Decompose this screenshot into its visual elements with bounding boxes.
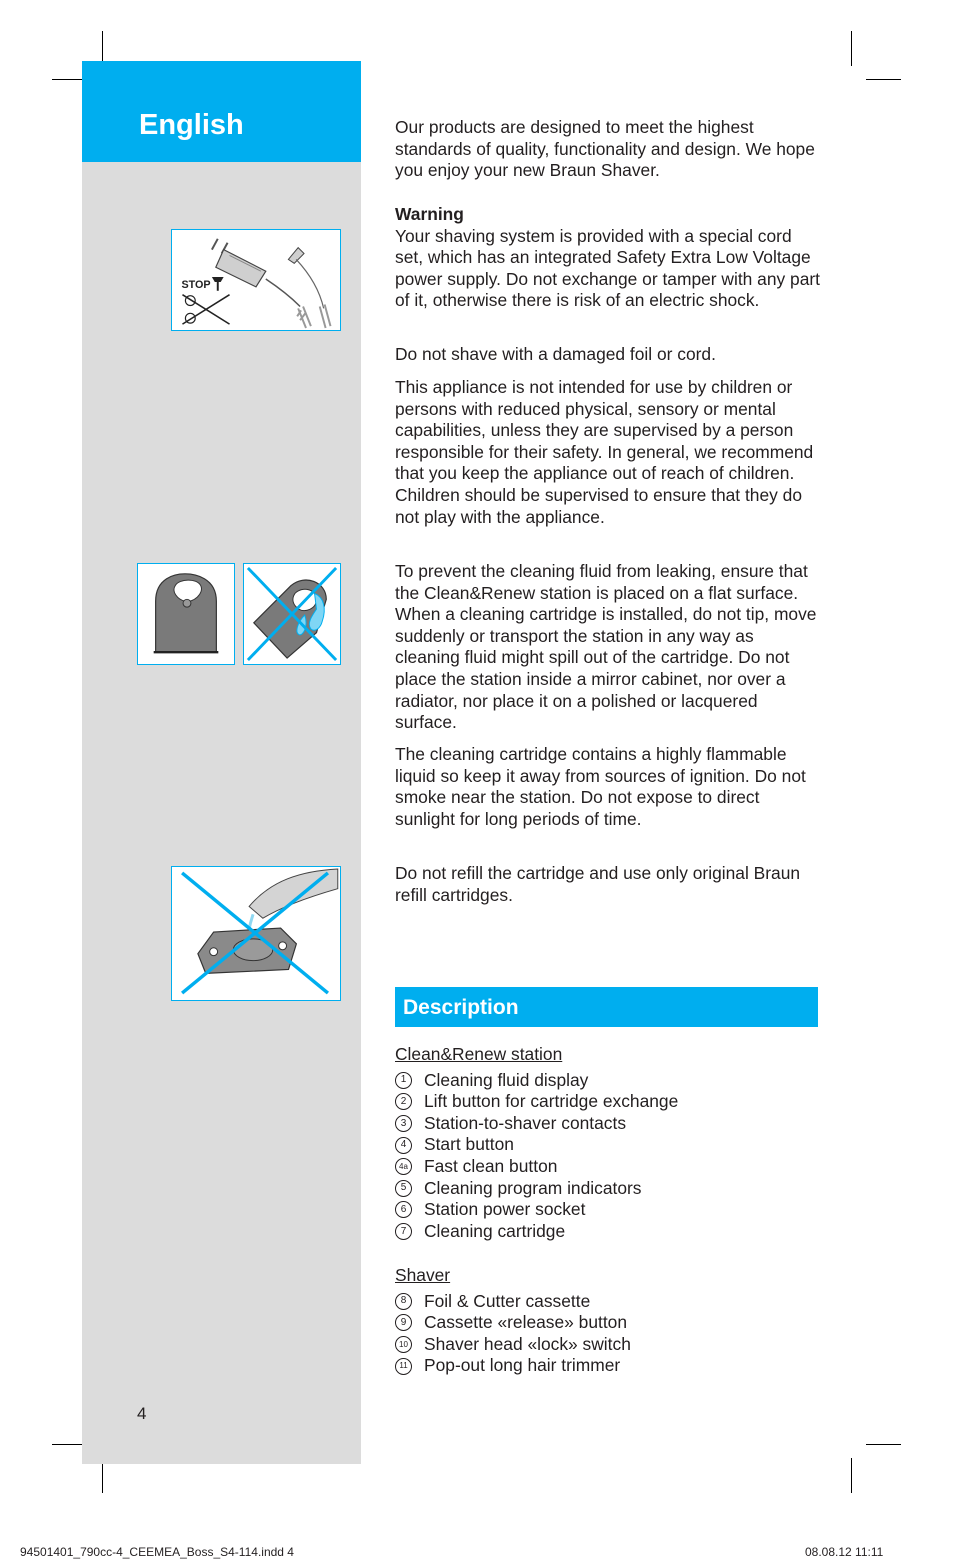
description-heading: Description bbox=[403, 996, 519, 1019]
station-tipped-illustration bbox=[244, 564, 340, 664]
item-number: 9 bbox=[395, 1314, 412, 1331]
intro-paragraph: Our products are designed to meet the highest standards of quality, functionality and design. We hope you enjoy your new Braun Shaver. bbox=[395, 117, 815, 181]
list-item bbox=[395, 1355, 823, 1377]
item-number: 8 bbox=[395, 1293, 412, 1310]
list-item bbox=[395, 1113, 823, 1135]
item-label: Lift button for cartridge exchange bbox=[424, 1091, 679, 1112]
footer-date: 08.08.12 11:11 bbox=[805, 1545, 884, 1559]
shaver-parts-list bbox=[395, 1291, 823, 1377]
station-parts-list bbox=[395, 1070, 823, 1243]
list-item bbox=[395, 1334, 823, 1356]
station-upright-illustration bbox=[138, 564, 234, 664]
item-label: Cassette «release» button bbox=[424, 1312, 628, 1333]
flammable-warning-paragraph: The cleaning cartridge contains a highly flammable liquid so keep it away from sources of ignition. Do not smoke near the station. Do not expose to direct sunlight for long periods of time. bbox=[395, 744, 806, 829]
description-header bbox=[395, 987, 818, 1027]
item-label: Pop-out long hair trimmer bbox=[424, 1355, 621, 1376]
foil-warning-block bbox=[395, 344, 823, 366]
list-item bbox=[395, 1091, 823, 1113]
leak-warning-paragraph: To prevent the cleaning fluid from leaking, ensure that the Clean&Renew station is placed on a flat surface. When a cleaning cartridge is installed, do not tip, move suddenly or transport the station in any way as cleaning fluid might spill out of the cartridge. Do not place the station inside a mirror cabinet, nor over a radiator, nor place it on a polished or lacquered surface. bbox=[395, 561, 817, 733]
list-item bbox=[395, 1156, 823, 1178]
item-label: Cleaning program indicators bbox=[424, 1177, 642, 1198]
item-number: 7 bbox=[395, 1223, 412, 1240]
item-label: Cleaning cartridge bbox=[424, 1220, 566, 1241]
refill-warning-paragraph: Do not refill the cartridge and use only original Braun refill cartridges. bbox=[395, 863, 801, 905]
item-number: 3 bbox=[395, 1115, 412, 1132]
warning-block bbox=[395, 204, 823, 312]
item-label: Shaver head «lock» switch bbox=[424, 1333, 631, 1354]
crop-mark bbox=[851, 1458, 852, 1493]
station-title: Clean&Renew station bbox=[395, 1044, 563, 1064]
children-warning-paragraph: This appliance is not intended for use by children or persons with reduced physical, sensory or mental capabilities, unless they are supervised by a person responsible for their safety. In general, we recommend that you keep the appliance out of reach of children. Children should be supervised to ensure that they do not play with the appliance. bbox=[395, 377, 814, 527]
item-number: 2 bbox=[395, 1093, 412, 1110]
item-label: Foil & Cutter cassette bbox=[424, 1290, 591, 1311]
warning-heading: Warning bbox=[395, 204, 464, 224]
list-item bbox=[395, 1221, 823, 1243]
item-number: 11 bbox=[395, 1358, 412, 1375]
list-item bbox=[395, 1291, 823, 1313]
figure-station-flat bbox=[137, 563, 235, 665]
list-item bbox=[395, 1199, 823, 1221]
refill-warning-block bbox=[395, 863, 823, 906]
item-number: 4a bbox=[395, 1158, 412, 1175]
crop-mark bbox=[866, 79, 901, 80]
station-parts bbox=[395, 1044, 823, 1242]
item-label: Cleaning fluid display bbox=[424, 1069, 589, 1090]
item-label: Station power socket bbox=[424, 1199, 586, 1220]
item-number: 10 bbox=[395, 1336, 412, 1353]
page-title: English bbox=[139, 109, 244, 141]
list-item bbox=[395, 1178, 823, 1200]
figure-cord-warning bbox=[171, 229, 341, 331]
shaver-title: Shaver bbox=[395, 1265, 451, 1285]
item-number: 4 bbox=[395, 1137, 412, 1154]
figure-station-tipped bbox=[243, 563, 341, 665]
list-item bbox=[395, 1134, 823, 1156]
crop-mark bbox=[866, 1444, 901, 1445]
foil-warning-paragraph: Do not shave with a damaged foil or cord. bbox=[395, 344, 716, 364]
item-label: Station-to-shaver contacts bbox=[424, 1112, 627, 1133]
footer-file: 94501401_790cc-4_CEEMEA_Boss_S4-114.indd 4 bbox=[20, 1545, 294, 1559]
shaver-parts bbox=[395, 1265, 823, 1377]
item-number: 1 bbox=[395, 1072, 412, 1089]
plug-cord-illustration bbox=[172, 230, 340, 330]
list-item bbox=[395, 1070, 823, 1092]
crop-mark bbox=[851, 31, 852, 66]
list-item bbox=[395, 1312, 823, 1334]
children-warning-block bbox=[395, 377, 823, 528]
title-box bbox=[82, 61, 361, 162]
no-refill-illustration bbox=[172, 867, 340, 1000]
item-label: Start button bbox=[424, 1134, 514, 1155]
intro-block bbox=[395, 117, 823, 182]
item-label: Fast clean button bbox=[424, 1155, 558, 1176]
stop-label: STOP bbox=[181, 278, 211, 291]
figure-no-refill bbox=[171, 866, 341, 1001]
leak-warning-block bbox=[395, 561, 823, 734]
page-number: 4 bbox=[137, 1404, 147, 1423]
item-number: 5 bbox=[395, 1180, 412, 1197]
warning-paragraph: Your shaving system is provided with a special cord set, which has an integrated Safety Extra Low Voltage power supply. Do not exchange or tamper with any part of it, otherwise there is risk of an electric shock. bbox=[395, 225, 821, 311]
flammable-warning-block bbox=[395, 744, 823, 830]
item-number: 6 bbox=[395, 1201, 412, 1218]
